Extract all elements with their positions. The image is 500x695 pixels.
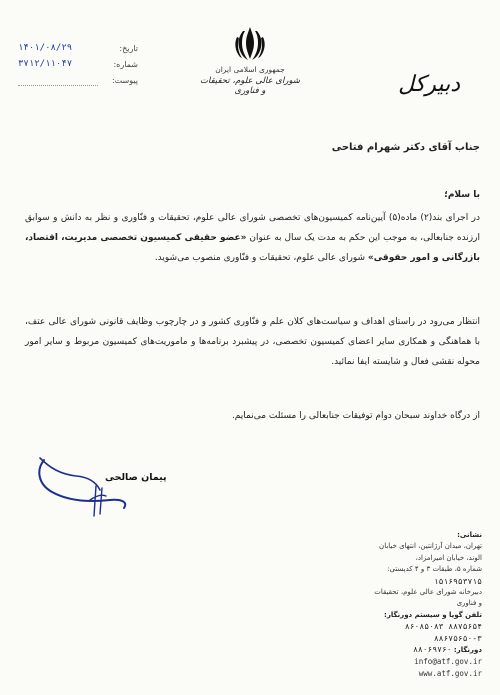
number-row bbox=[18, 56, 138, 72]
secretary-mark: دبیرکل bbox=[398, 72, 460, 97]
fax-row bbox=[370, 644, 482, 656]
phone-2: ۸۸۶۷۵۶۵۰-۳ bbox=[433, 633, 482, 643]
paragraph-closing: از درگاه خداوند سبحان دوام توفیقات جنابعالی را مسئلت می‌نمایم. bbox=[231, 411, 480, 421]
email-link[interactable]: info@atf.gov.ir bbox=[414, 657, 482, 667]
paragraph-expectations: انتظار می‌رود در راستای اهداف و سیاست‌های کلان علم و فنّاوری کشور و در چارچوب وظایف قانونی شورای عالی عتف، با هماهنگی و همکاری سایر اعضای کمیسیون تخصصی، در پیشبرد برنامه‌ها و ماموریت‌های کمیسیون مربوط و سایر امور محوله نقشی فعال و شایسته ایفا نمائید. bbox=[25, 317, 480, 367]
p1-end: شورای عالی علوم، تحقیقات و فنّاوری منصوب می‌شوید. bbox=[154, 253, 368, 263]
address-block bbox=[370, 530, 482, 679]
signatory-name: پیمان صالحی bbox=[105, 472, 167, 483]
org-line-1: جمهوری اسلامی ایران bbox=[215, 65, 285, 74]
letter-meta bbox=[18, 40, 138, 88]
greeting: با سلام؛ bbox=[444, 190, 480, 200]
paragraph-appointment bbox=[25, 208, 480, 268]
address-line-3: دبیرخانه شورای عالی علوم، تحقیقات و فناوری bbox=[374, 588, 482, 608]
attachment-label: پیوست: bbox=[111, 75, 138, 85]
iran-emblem-icon bbox=[233, 25, 267, 63]
address-line-2: شماره ۵، طبقات ۳ و ۴ کدپستی: bbox=[387, 565, 482, 574]
fax-label: دورنگار: bbox=[453, 646, 482, 655]
date-value: ۱۴۰۱/۰۸/۲۹ bbox=[18, 43, 73, 53]
phone-label: تلفن گویا و سیستم دورنگار: bbox=[384, 610, 482, 619]
postal-code: ۱۵۱۶۹۵۳۷۱۵ bbox=[433, 576, 482, 586]
date-label: تاریخ: bbox=[119, 43, 138, 53]
handwritten-signature bbox=[30, 450, 180, 525]
attachment-row bbox=[18, 72, 138, 88]
recipient: جناب آقای دکتر شهرام فتاحی bbox=[331, 142, 480, 153]
phone-1: ۸۸۷۵۶۵۴ ۸۶۰۸۵۰۸۳ bbox=[404, 622, 482, 632]
address-label: نشانی: bbox=[457, 531, 482, 539]
fax-number: ۸۸۰۶۹۷۶۰ bbox=[413, 645, 452, 655]
number-value: ۳۷۱۲/۱۱۰۴۷ bbox=[18, 59, 73, 69]
commission-title: «عضو حقیقی کمیسیون تخصصی مدیریت، اقتصاد، بازرگانی و امور حقوقی» bbox=[25, 233, 480, 263]
website-link[interactable]: www.atf.gov.ir bbox=[418, 668, 482, 678]
address-line-1: تهران، میدان آرژانتین، انتهای خیابان الوند، خیابان امیرامزاد، bbox=[379, 542, 482, 562]
org-line-2: شورای عالی علوم، تحقیقات و فناوری bbox=[200, 76, 300, 96]
date-row bbox=[18, 40, 138, 56]
p1-start: در اجرای بند(۲) ماده(۵) آیین‌نامه کمیسیون‌های تخصصی شورای عالی علوم، تحقیقات و فنّاوری و نظر به دانش و سوابق ارزنده جنابعالی، به موجب این حکم به مدت یک سال به عنوان bbox=[25, 213, 480, 243]
organization-name bbox=[200, 65, 300, 96]
number-label: شماره: bbox=[113, 59, 138, 69]
